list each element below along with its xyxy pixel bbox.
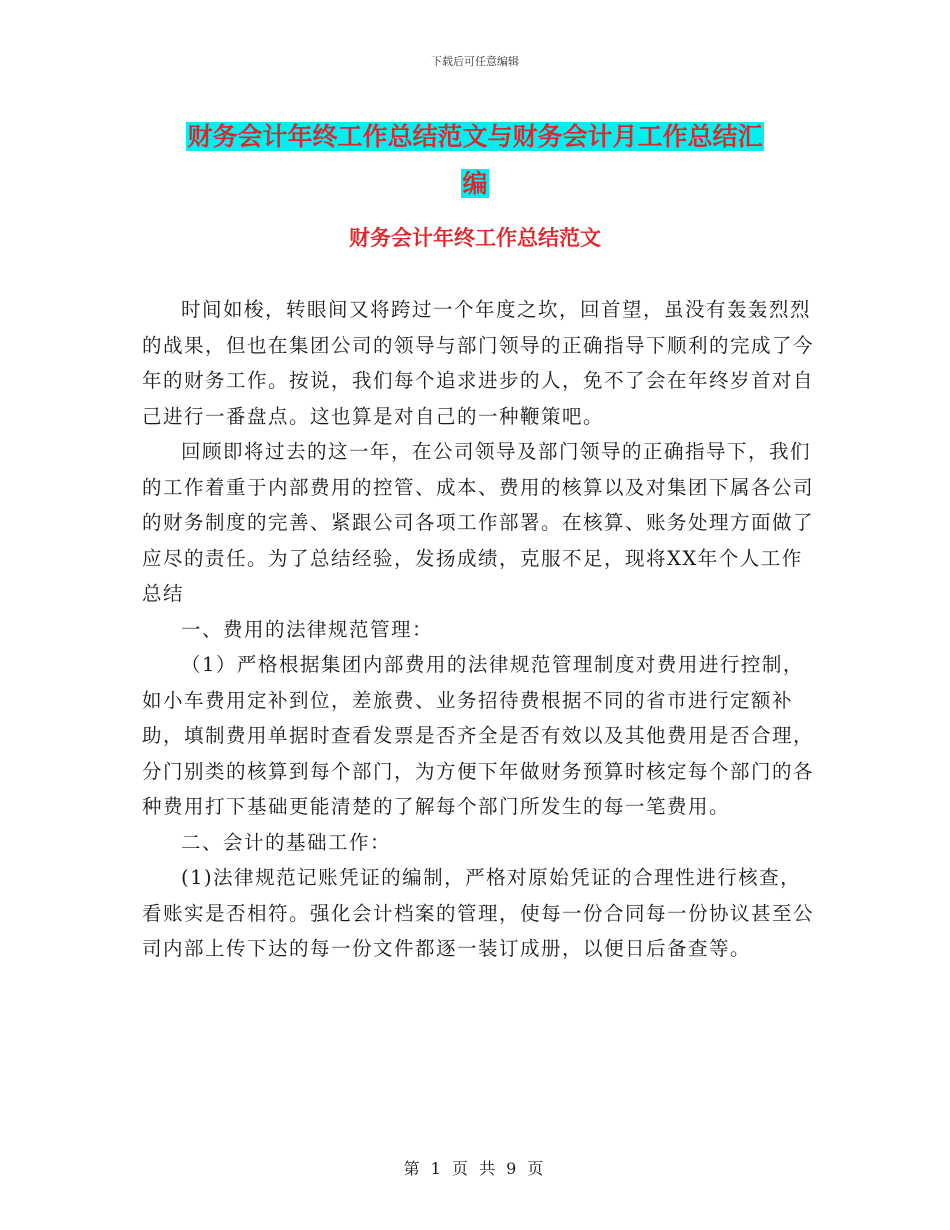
section-title: 财务会计年终工作总结范文 <box>349 225 601 250</box>
document-title-line-1: 财务会计年终工作总结范文与财务会计月工作总结汇 <box>187 122 763 151</box>
heading-expense-management: 一、费用的法律规范管理： <box>181 617 434 641</box>
document-title <box>0 113 950 207</box>
header-note: 下载后可任意编辑 <box>431 55 519 68</box>
heading-accounting-basics: 二、会计的基础工作： <box>181 830 392 854</box>
paragraph-voucher: (1)法律规范记账凭证的编制，严格对原始凭证的合理性进行核查，看账实是否相符。强化会计档案的管理，使每一份合同每一份协议甚至公司内部上传下达的每一份文件都逐一装订成册，以便日后备查等。 <box>142 866 815 960</box>
page-number: 第 1 页 共 9 页 <box>403 1159 547 1178</box>
paragraph-intro: 时间如梭，转眼间又将跨过一个年度之坎，回首望，虽没有轰轰烈烈的战果，但也在集团公司的领导与部门领导的正确指导下顺利的完成了今年的财务工作。按说，我们每个追求进步的人，免不了会在年终岁首对自己进行一番盘点。这也算是对自己的一种鞭策吧。 <box>142 298 815 428</box>
document-body <box>142 292 822 967</box>
paragraph-expense-control: （1）严格根据集团内部费用的法律规范管理制度对费用进行控制，如小车费用定补到位，差旅费、业务招待费根据不同的省市进行定额补助，填制费用单据时查看发票是否齐全是否有效以及其他费用是否合理，分门别类的核算到每个部门，为方便下年做财务预算时核定每个部门的各种费用打下基础更能清楚的了解每个部门所发生的每一笔费用。 <box>142 653 815 818</box>
document-title-line-2: 编 <box>462 169 488 198</box>
paragraph-review: 回顾即将过去的这一年，在公司领导及部门领导的正确指导下，我们的工作着重于内部费用的控管、成本、费用的核算以及对集团下属各公司的财务制度的完善、紧跟公司各项工作部署。在核算、账务处理方面做了应尽的责任。为了总结经验，发扬成绩，克服不足，现将XX年个人工作总结 <box>142 440 815 605</box>
